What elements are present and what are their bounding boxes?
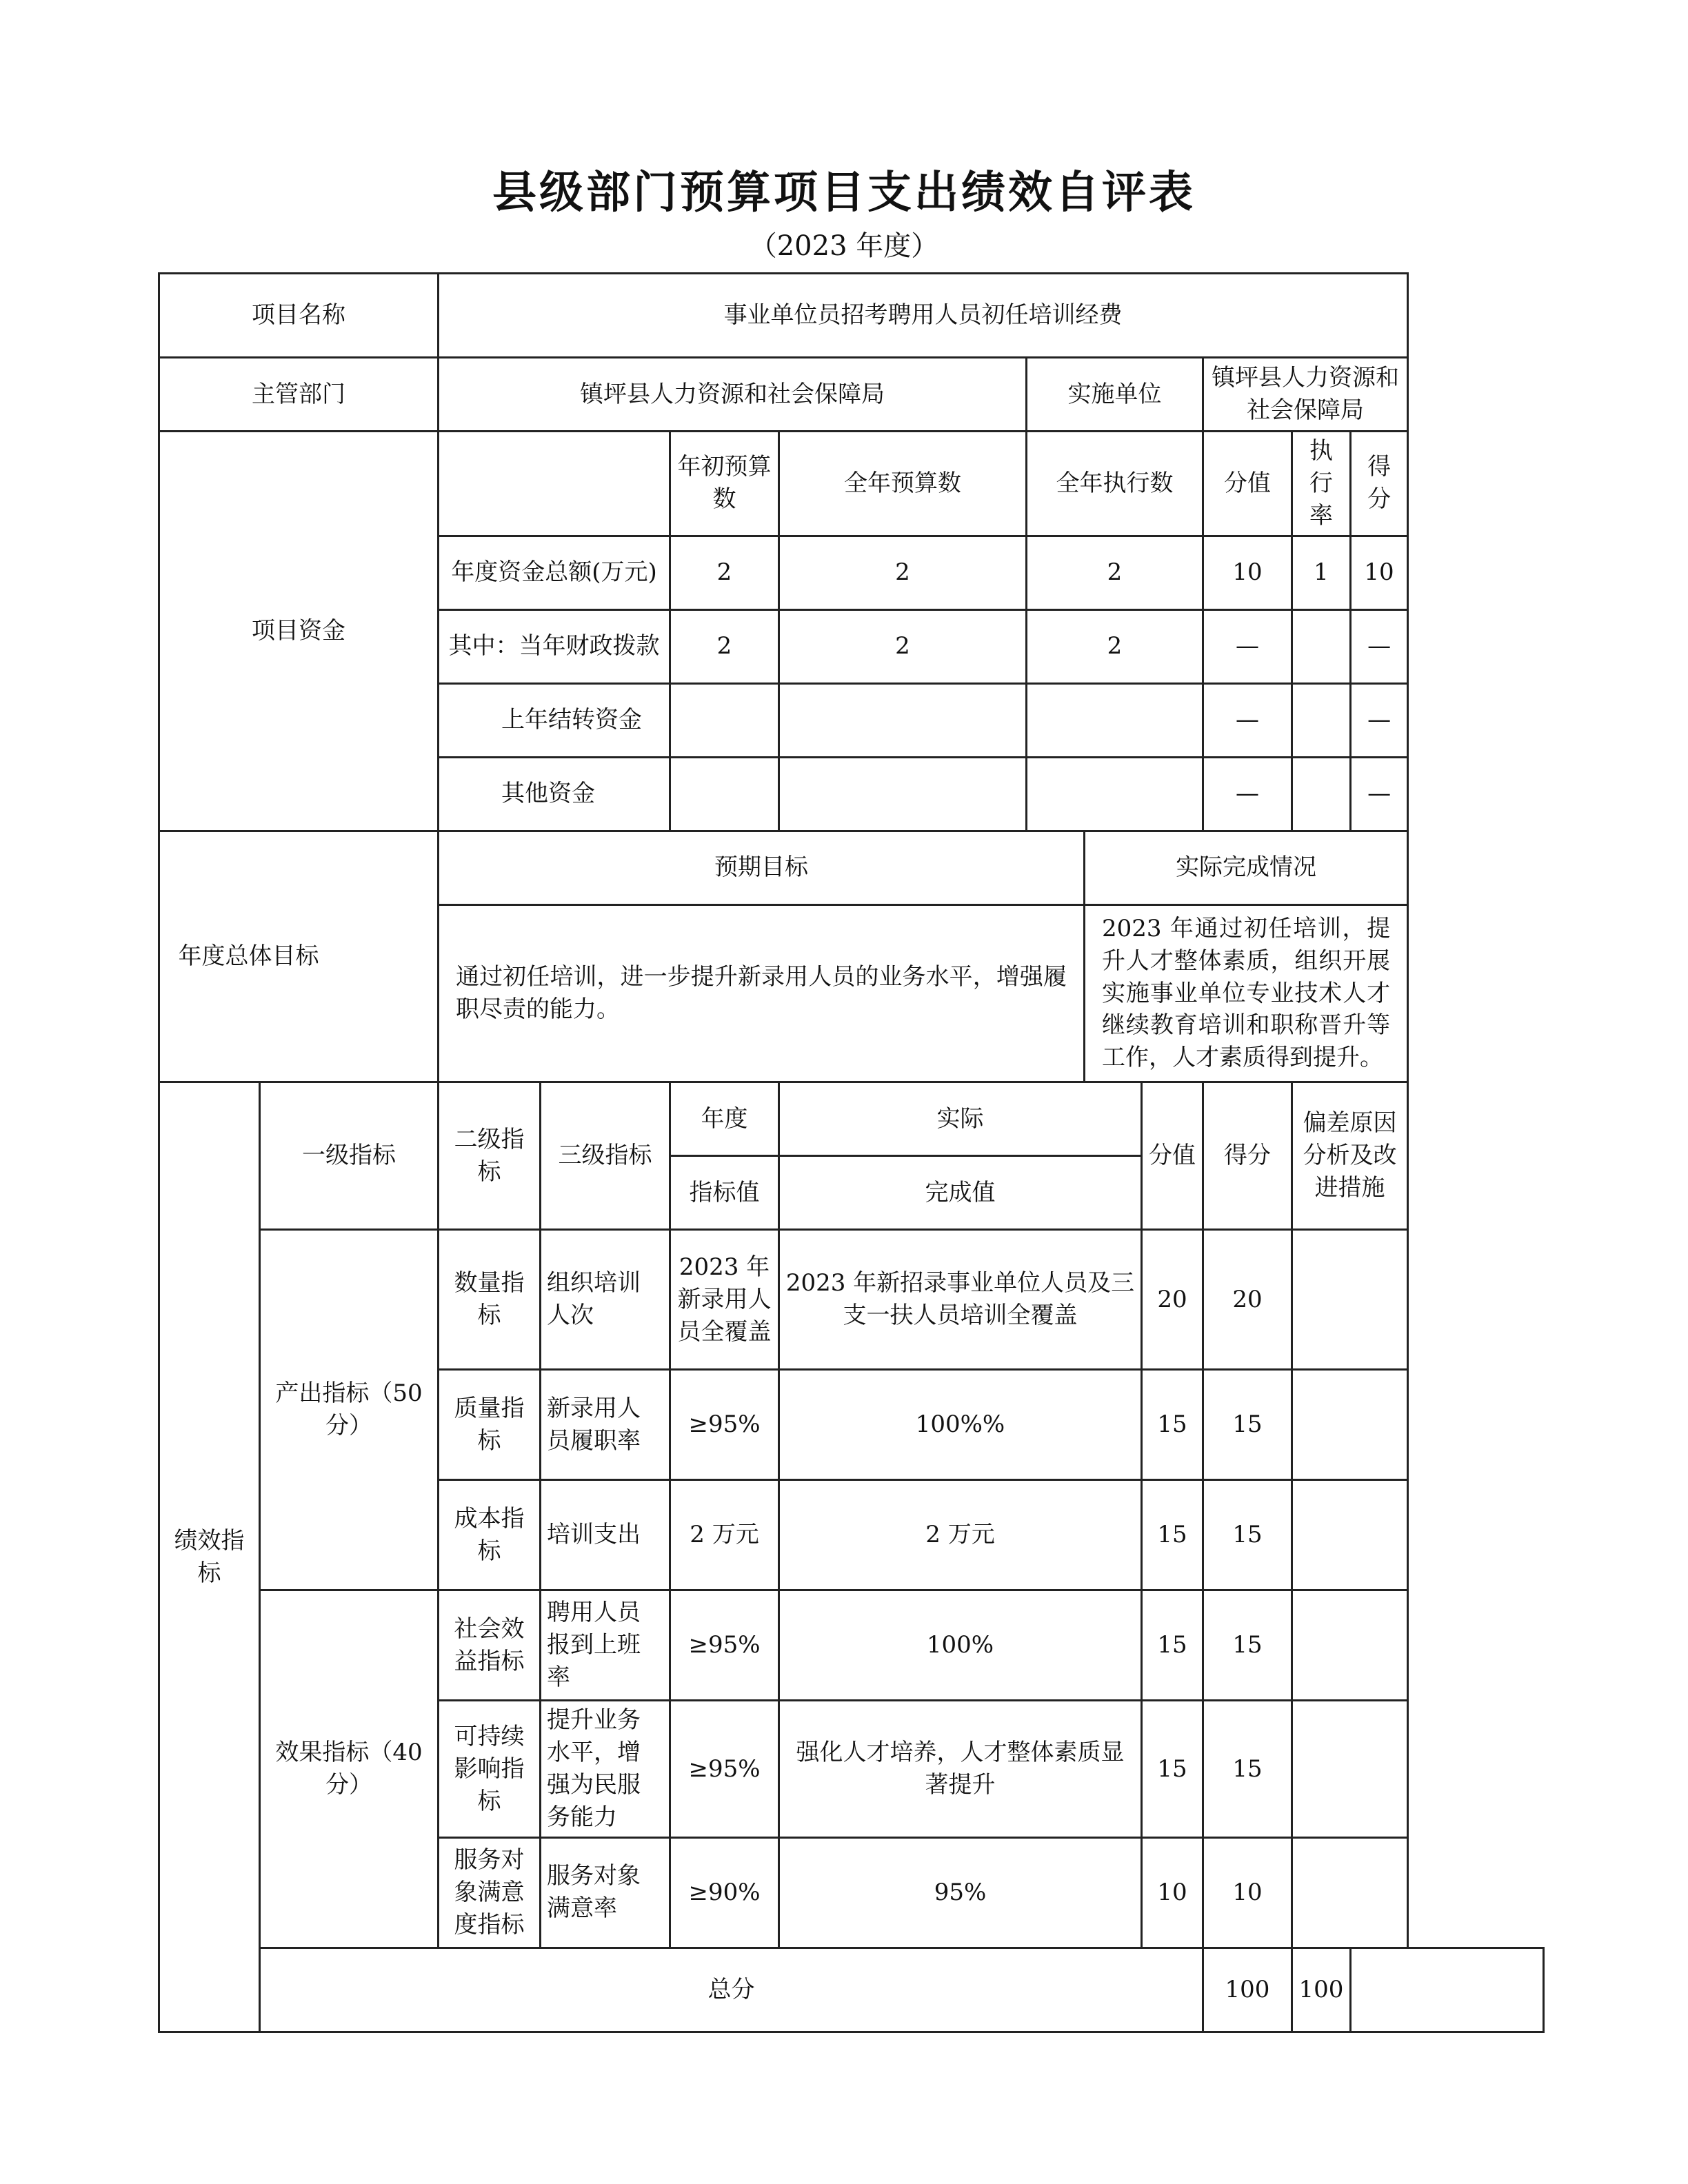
indicator-reason	[1292, 1590, 1408, 1701]
actual-value: 100%%	[779, 1370, 1142, 1480]
annual-target-value: ≥95%	[670, 1370, 779, 1480]
actual-completion-header: 实际完成情况	[1085, 831, 1408, 904]
level2-indicator: 数量指标	[439, 1230, 541, 1370]
funds-executed	[1027, 683, 1203, 757]
actual-completion-text: 2023 年通过初任培训，提升人才整体素质，组织开展实施事业单位专业技术人才继续教育培训和职称晋升等工作，人才素质得到提升。	[1085, 904, 1408, 1082]
year-subtitle: （2023 年度）	[749, 230, 939, 262]
actual-value: 100%	[779, 1590, 1142, 1701]
level2-indicator: 质量指标	[439, 1370, 541, 1480]
annual-target-value: 2 万元	[670, 1480, 779, 1590]
implementing-unit-value: 镇坪县人力资源和社会保障局	[1203, 358, 1408, 432]
project-funds-label: 项目资金	[159, 432, 439, 831]
project-name-label: 项目名称	[159, 274, 439, 358]
expected-goal-text: 通过初任培训，进一步提升新录用人员的业务水平，增强履职尽责的能力。	[439, 904, 1085, 1082]
indicator-score: 15	[1203, 1370, 1292, 1480]
actual-value: 强化人才培养，人才整体素质显著提升	[779, 1701, 1142, 1838]
funds-header-annual: 全年预算数	[779, 432, 1027, 536]
funds-header-score-value: 分值	[1203, 432, 1292, 536]
total-reason	[1351, 1948, 1544, 2032]
level2-indicator: 社会效益指标	[439, 1590, 541, 1701]
indicator-score: 15	[1203, 1480, 1292, 1590]
funds-executed: 2	[1027, 609, 1203, 683]
total-score: 100	[1292, 1948, 1351, 2032]
funds-initial	[670, 683, 779, 757]
indicator-reason	[1292, 1370, 1408, 1480]
indicator-reason	[1292, 1480, 1408, 1590]
funds-header-blank	[439, 432, 670, 536]
page-title: 县级部门预算项目支出绩效自评表	[492, 167, 1196, 219]
funds-row-label: 年度资金总额(万元)	[439, 536, 670, 609]
funds-row-label: 上年结转资金	[439, 683, 670, 757]
funds-rate	[1292, 609, 1351, 683]
actual-value: 2023 年新招录事业单位人员及三支一扶人员培训全覆盖	[779, 1230, 1142, 1370]
funds-score: —	[1351, 609, 1408, 683]
indicator-row	[159, 1590, 1544, 1701]
funds-row-label: 其中：当年财政拨款	[439, 609, 670, 683]
funds-rate	[1292, 757, 1351, 831]
funds-header-initial: 年初预算数	[670, 432, 779, 536]
funds-header-executed: 全年执行数	[1027, 432, 1203, 536]
level3-indicator: 组织培训人次	[541, 1230, 670, 1370]
implementing-unit-label: 实施单位	[1027, 358, 1203, 432]
effect-indicator-group: 效果指标（40分）	[260, 1590, 439, 1948]
indicator-score-value: 15	[1142, 1480, 1203, 1590]
level3-indicator: 新录用人员履职率	[541, 1370, 670, 1480]
indicator-score-value: 10	[1142, 1837, 1203, 1948]
indicator-score: 15	[1203, 1701, 1292, 1838]
funds-score: —	[1351, 683, 1408, 757]
indicator-score: 15	[1203, 1590, 1292, 1701]
funds-annual: 2	[779, 536, 1027, 609]
evaluation-table	[158, 272, 1545, 2033]
funds-score-value: —	[1203, 609, 1292, 683]
funds-score: —	[1351, 757, 1408, 831]
actual-value: 95%	[779, 1837, 1142, 1948]
indicator-reason	[1292, 1230, 1408, 1370]
funds-initial: 2	[670, 536, 779, 609]
performance-label: 绩效指标	[159, 1082, 260, 2032]
level3-indicator: 服务对象满意率	[541, 1837, 670, 1948]
level2-indicator: 可持续影响指标	[439, 1701, 541, 1838]
funds-header-score: 得分	[1351, 432, 1408, 536]
output-indicator-group: 产出指标（50分）	[260, 1230, 439, 1590]
funds-header-rate: 执行率	[1292, 432, 1351, 536]
deviation-reason-header: 偏差原因分析及改进措施	[1292, 1082, 1408, 1230]
funds-annual: 2	[779, 609, 1027, 683]
indicator-score-value: 15	[1142, 1701, 1203, 1838]
indicator-reason	[1292, 1701, 1408, 1838]
score-value-header: 分值	[1142, 1082, 1203, 1230]
indicator-score-value: 15	[1142, 1590, 1203, 1701]
level2-header: 二级指标	[439, 1082, 541, 1230]
funds-executed	[1027, 757, 1203, 831]
annual-target-value: 2023 年新录用人员全覆盖	[670, 1230, 779, 1370]
level3-indicator: 聘用人员报到上班率	[541, 1590, 670, 1701]
level2-indicator: 成本指标	[439, 1480, 541, 1590]
funds-score-value: 10	[1203, 536, 1292, 609]
level3-header: 三级指标	[541, 1082, 670, 1230]
level3-indicator: 提升业务水平，增强为民服务能力	[541, 1701, 670, 1838]
actual-header-top: 实际	[779, 1082, 1142, 1156]
indicator-score-value: 15	[1142, 1370, 1203, 1480]
annual-target-value: ≥95%	[670, 1590, 779, 1701]
level2-indicator: 服务对象满意度指标	[439, 1837, 541, 1948]
funds-rate	[1292, 683, 1351, 757]
funds-initial: 2	[670, 609, 779, 683]
funds-score-value: —	[1203, 683, 1292, 757]
annual-target-header-bottom: 指标值	[670, 1156, 779, 1230]
total-label: 总分	[260, 1948, 1203, 2032]
indicator-score: 10	[1203, 1837, 1292, 1948]
annual-goal-label	[159, 831, 439, 1082]
department-value: 镇坪县人力资源和社会保障局	[439, 358, 1027, 432]
indicator-row	[159, 1230, 1544, 1370]
funds-row-label: 其他资金	[439, 757, 670, 831]
indicator-score-value: 20	[1142, 1230, 1203, 1370]
annual-goal-label-text: 年度总体目标	[178, 942, 319, 971]
total-score-value: 100	[1203, 1948, 1292, 2032]
funds-annual	[779, 683, 1027, 757]
annual-target-value: ≥90%	[670, 1837, 779, 1948]
expected-goal-header: 预期目标	[439, 831, 1085, 904]
actual-value: 2 万元	[779, 1480, 1142, 1590]
annual-target-value: ≥95%	[670, 1701, 779, 1838]
level3-indicator: 培训支出	[541, 1480, 670, 1590]
funds-executed: 2	[1027, 536, 1203, 609]
funds-score-value: —	[1203, 757, 1292, 831]
funds-initial	[670, 757, 779, 831]
department-label: 主管部门	[159, 358, 439, 432]
indicator-score: 20	[1203, 1230, 1292, 1370]
level1-header: 一级指标	[260, 1082, 439, 1230]
funds-annual	[779, 757, 1027, 831]
funds-score: 10	[1351, 536, 1408, 609]
funds-rate: 1	[1292, 536, 1351, 609]
project-name-value: 事业单位员招考聘用人员初任培训经费	[439, 274, 1408, 358]
score-header: 得分	[1203, 1082, 1292, 1230]
annual-target-header-top: 年度	[670, 1082, 779, 1156]
indicator-reason	[1292, 1837, 1408, 1948]
actual-header-bottom: 完成值	[779, 1156, 1142, 1230]
